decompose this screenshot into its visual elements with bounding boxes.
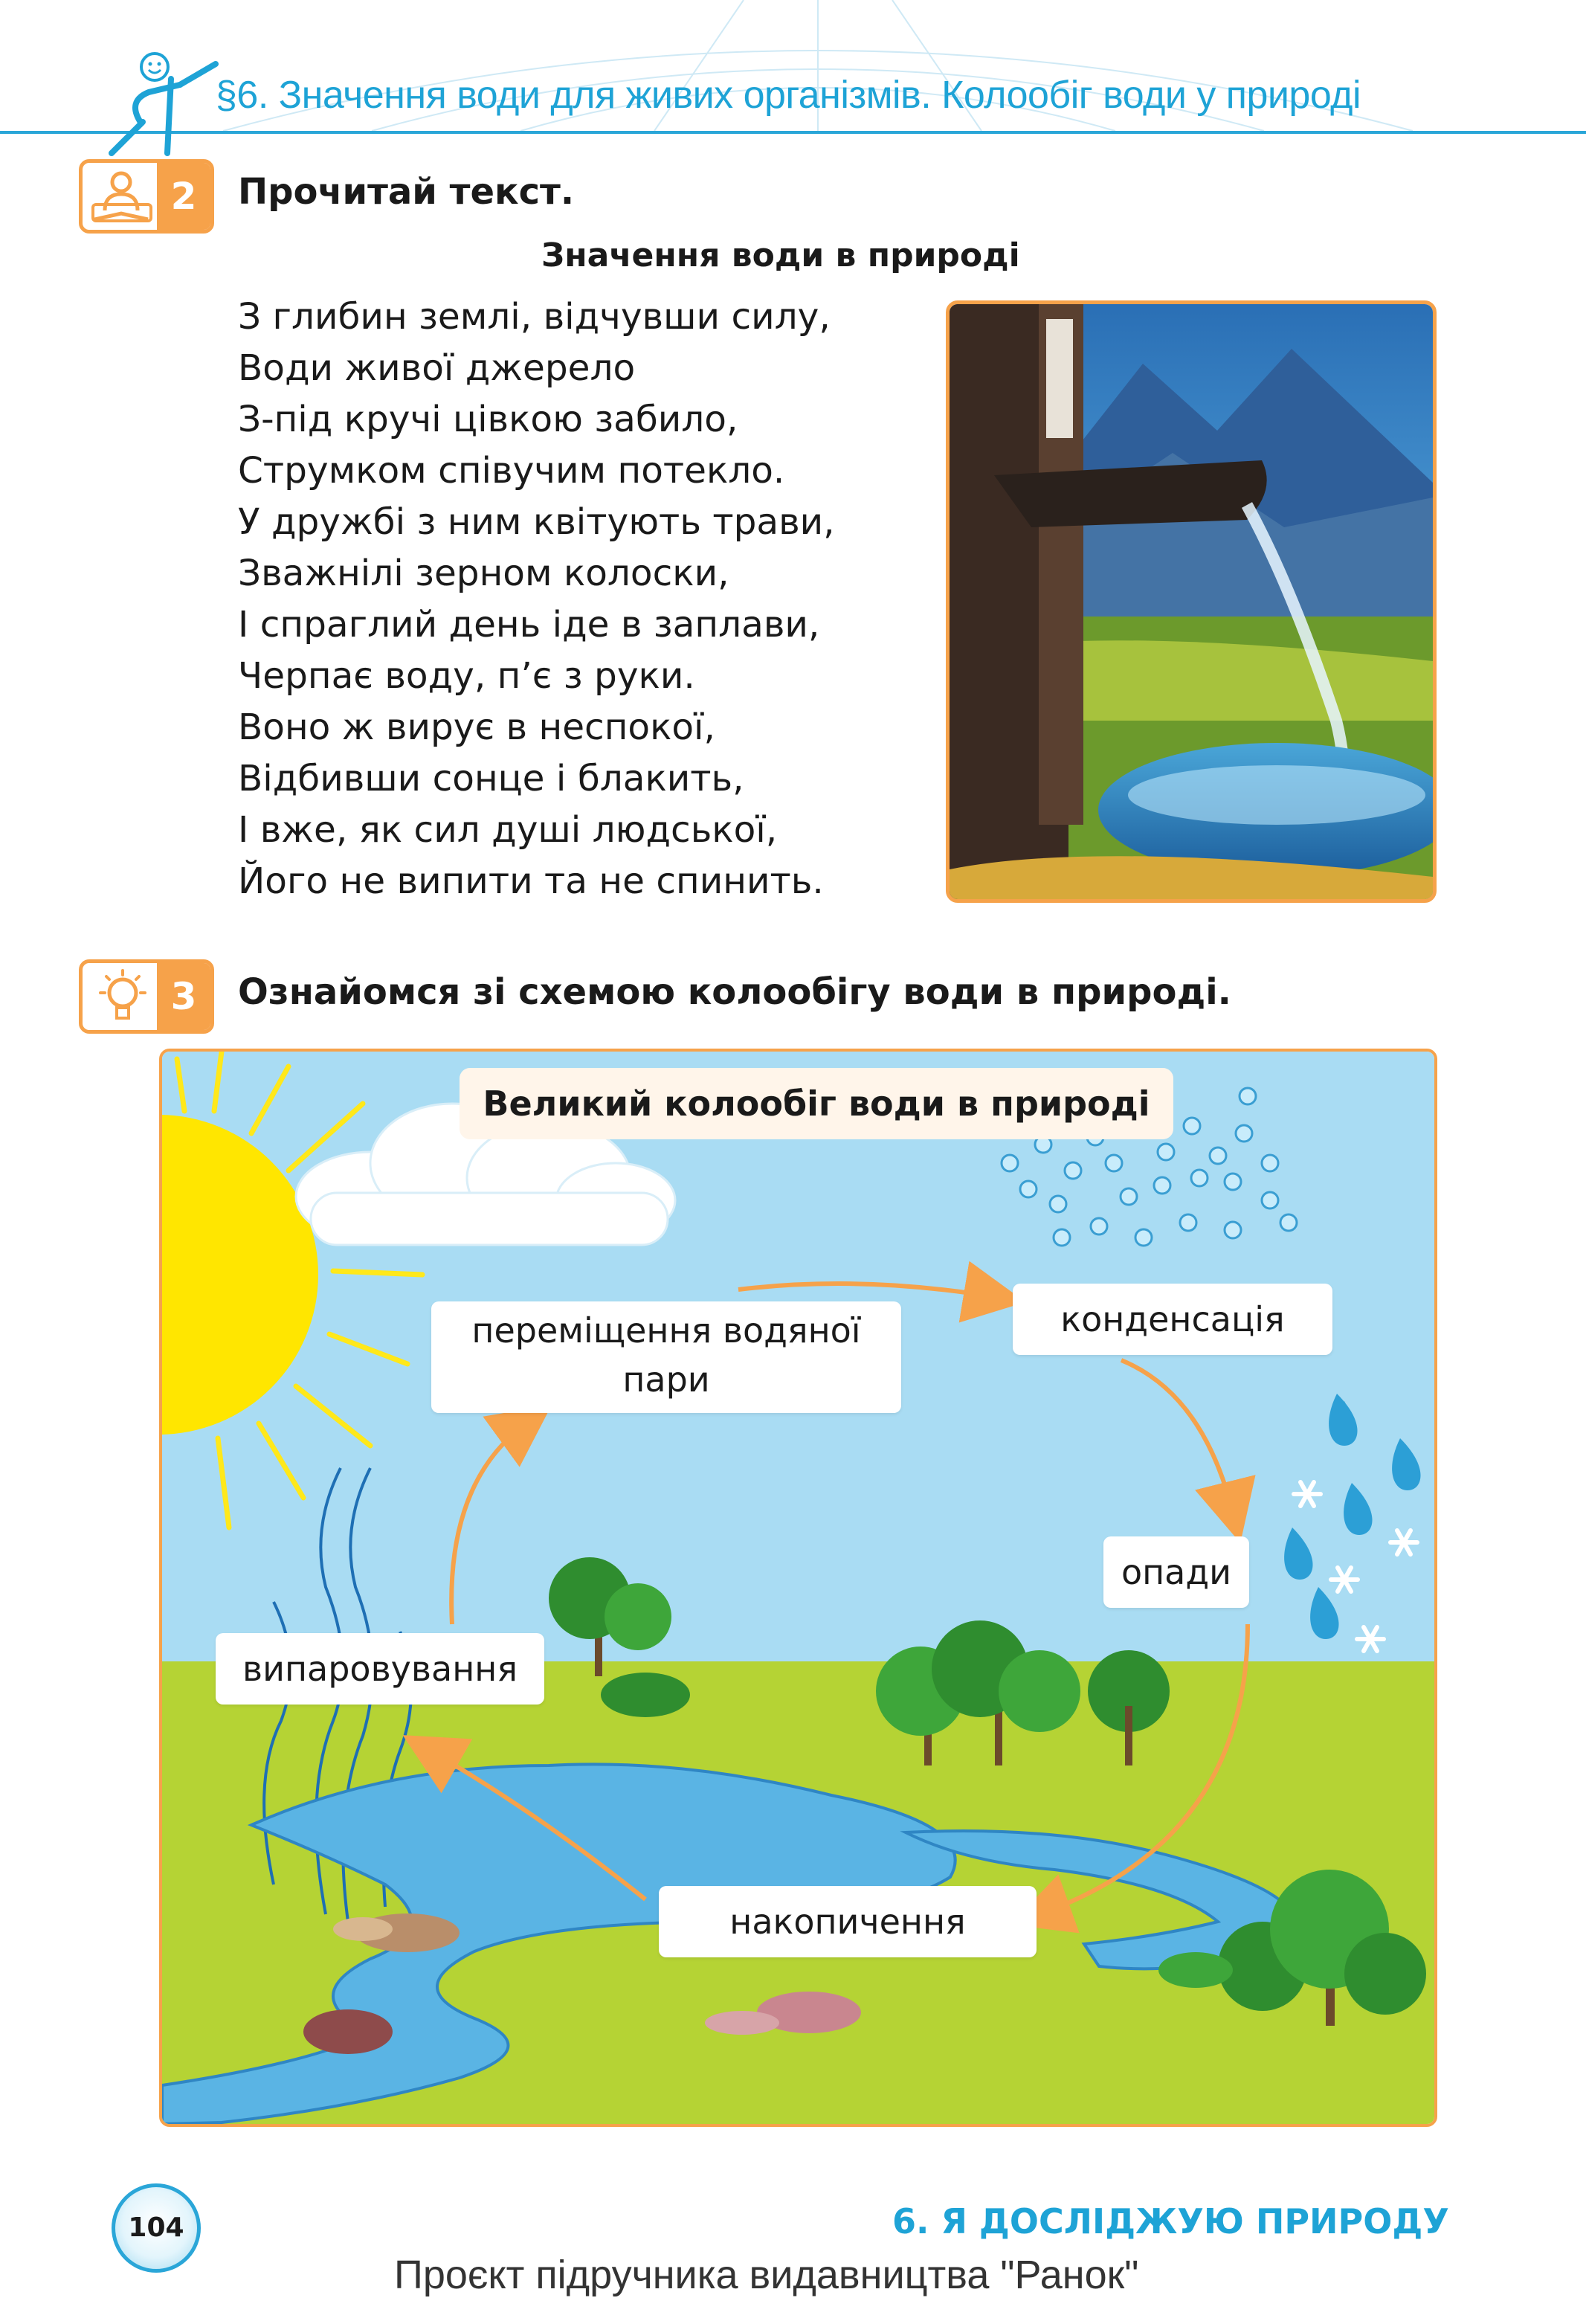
poem-line: У дружбі з ним квітують трави,	[238, 501, 835, 543]
label-vapor-transfer-line1: переміщення водяної	[471, 1310, 861, 1351]
poem-line: І спраглий день іде в заплави,	[238, 604, 820, 646]
label-evaporation: випаровування	[216, 1633, 544, 1705]
task-2-badge	[79, 159, 214, 234]
task-number: 3	[157, 963, 210, 1030]
page-number: 104	[112, 2183, 201, 2273]
poem-line: З-під кручі цівкою забило,	[238, 399, 738, 440]
lightbulb-icon	[88, 968, 157, 1027]
label-precipitation: опади	[1103, 1536, 1249, 1608]
label-vapor-transfer	[431, 1301, 901, 1413]
poem-line: Струмком співучим потекло.	[238, 450, 785, 492]
label-vapor-transfer-line2: пари	[622, 1359, 710, 1400]
poem-line: І вже, як сил душі людської,	[238, 809, 778, 851]
diagram-title: Великий колообіг води в природі	[460, 1068, 1173, 1139]
poem-line: Зважнілі зерном колоски,	[238, 553, 729, 594]
chapter-title: 6. Я ДОСЛІДЖУЮ ПРИРОДУ	[892, 2201, 1449, 2241]
task-2-instruction: Прочитай текст.	[238, 171, 575, 213]
poem-line: Черпає воду, п’є з руки.	[238, 655, 695, 697]
reading-person-icon	[88, 167, 157, 227]
poem-line: З глибин землі, відчувши силу,	[238, 296, 831, 338]
task-3-instruction: Ознайомся зі схемою колообігу води в природі.	[238, 971, 1231, 1013]
header-rule	[0, 131, 1586, 134]
label-accumulation: накопичення	[659, 1886, 1037, 1957]
task-3-badge	[79, 959, 214, 1034]
spring-water-photo	[946, 300, 1437, 903]
logo-ya-icon	[97, 49, 223, 161]
section-title: §6. Значення води для живих організмів. Колообіг води у природі	[216, 74, 1361, 117]
task-number: 2	[157, 163, 210, 230]
water-cycle-diagram	[159, 1049, 1437, 2127]
label-condensation: конденсація	[1013, 1284, 1332, 1355]
poem-line: Його не випити та не спинить.	[238, 860, 824, 902]
poem-title: Значення води в природі	[541, 236, 1020, 274]
poem-line: Відбивши сонце і блакить,	[238, 758, 744, 799]
poem-text	[238, 292, 892, 907]
poem-line: Води живої джерело	[238, 347, 636, 389]
poem-line: Воно ж вирує в неспокої,	[238, 706, 715, 748]
publisher-note: Проєкт підручника видавництва "Ранок"	[394, 2253, 1139, 2297]
